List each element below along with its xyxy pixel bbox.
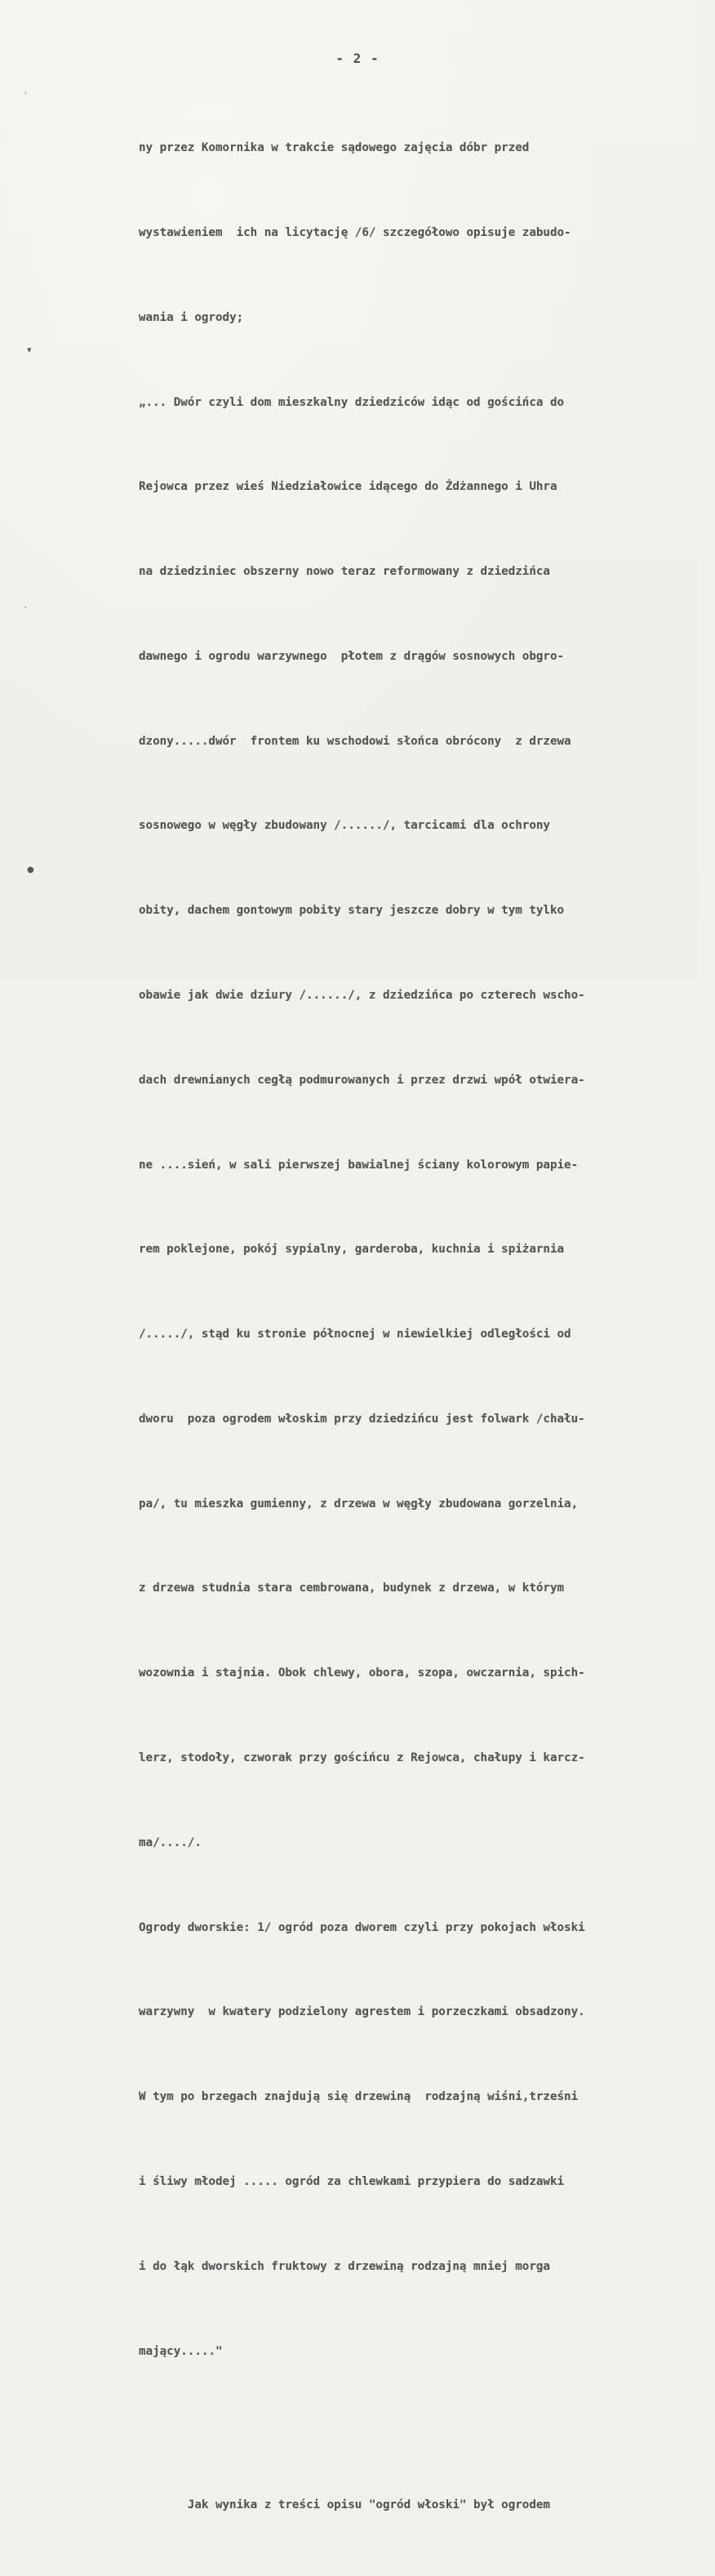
text-line: ny przez Komornika w trakcie sądowego zajęcia dóbr przed: [139, 141, 530, 155]
document-body: [139, 78, 702, 2576]
text-line: Rejowca przez wieś Niedziałowice idącego do Żdżannego i Uhra: [139, 480, 557, 494]
text-line: wania i ogrody;: [139, 310, 244, 324]
text-line: ma/..../.: [139, 1835, 202, 1849]
text-line: dzony.....dwór frontem ku wschodowi słońca obrócony z drzewa: [139, 734, 571, 748]
text-line: mający.....": [139, 2344, 223, 2358]
text-line: wozownia i stajnia. Obok chlewy, obora, szopa, owczarnia, spich-: [139, 1666, 585, 1680]
text-line: wystawieniem ich na licytację /6/ szczegółowo opisuje zabudo-: [139, 225, 571, 239]
text-line: /...../, stąd ku stronie północnej w niewielkiej odległości od: [139, 1328, 571, 1341]
text-line: warzywny w kwatery podzielony agrestem i porzeczkami obsadzony.: [139, 2005, 585, 2019]
margin-mark: ‘: [24, 91, 27, 100]
text-line: i do łąk dworskich fruktowy z drzewiną rodzajną mniej morga: [139, 2259, 550, 2273]
text-line: W tym po brzegach znajdują się drzewiną rodzajną wiśni,trześni: [139, 2090, 579, 2104]
margin-mark: ▾: [27, 345, 32, 355]
text-line: dawnego i ogrodu warzywnego płotem z drągów sosnowych obgro-: [139, 649, 565, 663]
text-line: sosnowego w węgły zbudowany /....../, tarcicami dla ochrony: [139, 819, 550, 833]
text-line: dworu poza ogrodem włoskim przy dziedzińcu jest folwark /chału-: [139, 1412, 585, 1426]
paragraph-gap: [139, 2422, 702, 2435]
text-line: Ogrody dworskie: 1/ ogród poza dworem czyli przy pokojach włoski: [139, 1920, 585, 1934]
text-line: obity, dachem gontowym pobity stary jeszcze dobry w tym tylko: [139, 904, 565, 918]
text-line-last: Jak wynika z treści opisu "ogród włoski" był ogrodem: [139, 2498, 550, 2512]
text-line: obawie jak dwie dziury /....../, z dziedzińca po czterech wscho-: [139, 989, 585, 1002]
text-line: na dziedziniec obszerny nowo teraz reformowany z dziedzińca: [139, 565, 550, 579]
text-line: lerz, stodoły, czworak przy gościńcu z Rejowca, chałupy i karcz-: [139, 1751, 585, 1765]
margin-mark: ‘: [24, 606, 27, 614]
page-number: - 2 -: [335, 51, 380, 66]
text-line: rem poklejone, pokój sypialny, garderoba, kuchnia i spiżarnia: [139, 1243, 565, 1257]
text-line: pa/, tu mieszka gumienny, z drzewa w węgły zbudowana gorzelnia,: [139, 1497, 579, 1510]
text-line: „... Dwór czyli dom mieszkalny dziedziców idąc od gościńca do: [139, 395, 565, 409]
text-line: dach drewnianych cegłą podmurowanych i przez drzwi wpół otwiera-: [139, 1073, 585, 1087]
margin-mark: ●: [27, 865, 34, 874]
text-line: i śliwy młodej ..... ogród za chlewkami przypiera do sadzawki: [139, 2174, 565, 2188]
text-line: z drzewa studnia stara cembrowana, budynek z drzewa, w którym: [139, 1582, 565, 1595]
text-line: ne ....sień, w sali pierwszej bawialnej ściany kolorowym papie-: [139, 1158, 579, 1172]
